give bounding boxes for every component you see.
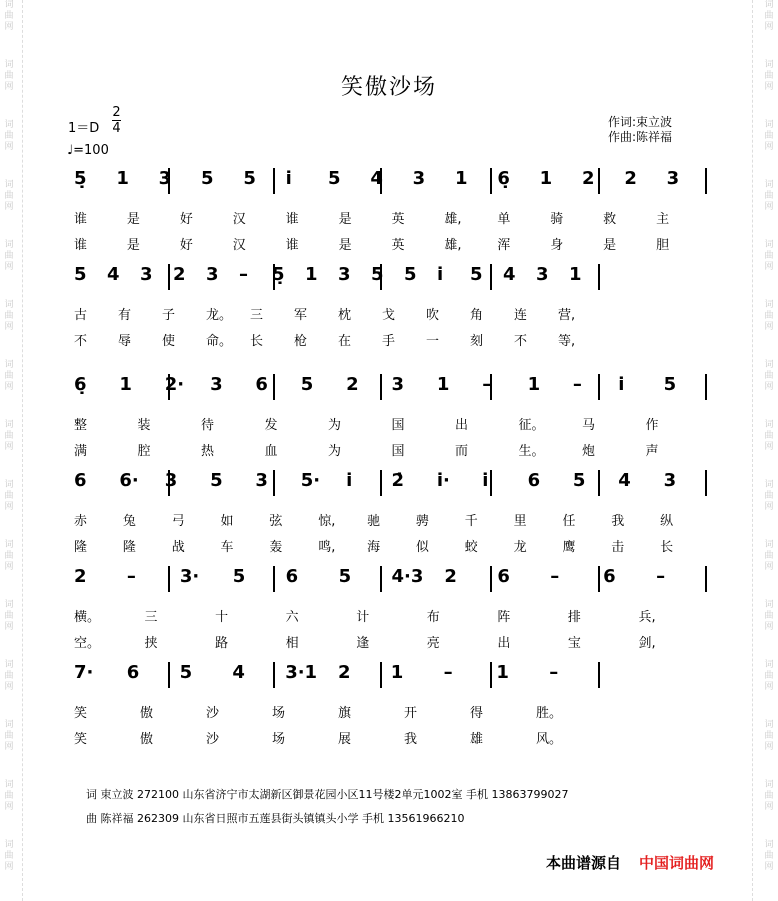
note: – — [549, 662, 559, 683]
barline — [598, 374, 600, 400]
source-brand: 中国词曲网 — [639, 854, 715, 872]
lyric-syllable: 英 — [391, 212, 405, 227]
barline — [273, 662, 275, 688]
note: 1 — [116, 168, 129, 189]
lyric-syllable: 如 — [220, 514, 234, 529]
note: 6 — [74, 470, 87, 491]
lyric-syllable: 辱 — [118, 334, 132, 349]
barline — [380, 566, 382, 592]
note: 1 — [390, 662, 404, 683]
note: 5 — [179, 662, 193, 683]
note: 2 — [338, 662, 351, 683]
lyric-syllable: 命。 — [206, 334, 233, 349]
note: 6 — [285, 566, 299, 587]
watermark-mark: 词 曲 网 — [764, 120, 774, 152]
note: 2 — [346, 374, 359, 395]
lyric-syllable: 作 — [645, 418, 659, 433]
lyric-syllable: 弓 — [171, 514, 185, 529]
watermark-mark: 词 曲 网 — [764, 480, 774, 512]
barline — [705, 374, 707, 400]
note: 5̣ — [74, 168, 87, 189]
lyric-syllable: 隆 — [74, 540, 88, 555]
lyric-syllable: 生。 — [518, 444, 545, 459]
lyric-syllable: 得 — [470, 706, 484, 721]
note: 7· — [74, 662, 94, 683]
note: – — [126, 566, 136, 587]
lyric-syllable: 雄 — [470, 732, 484, 747]
lyric-syllable: 谁 — [285, 212, 299, 227]
lyric-syllable: 亮 — [426, 636, 440, 651]
note: i̇ — [285, 168, 292, 189]
lyric-syllable: 赤 — [74, 514, 88, 529]
note: – — [656, 566, 666, 587]
lyric-syllable: 任 — [562, 514, 576, 529]
lyric-syllable: 谁 — [74, 212, 88, 227]
lyricist-credit: 作词:束立波 — [608, 115, 673, 129]
lyric-syllable: 笑 — [74, 732, 88, 747]
lyric-syllable: 阵 — [497, 610, 511, 625]
lyric-syllable: 汉 — [232, 212, 246, 227]
note: 6 — [255, 374, 268, 395]
composer-credit: 作曲:陈祥福 — [608, 130, 673, 144]
lyric-syllable: 长 — [660, 540, 674, 555]
watermark-mark: 词 曲 网 — [764, 360, 774, 392]
watermark-mark: 词 曲 网 — [764, 60, 774, 92]
lyric-syllable: 古 — [74, 308, 88, 323]
lyric-syllable: 龙 — [513, 540, 527, 555]
footer-lyricist-contact: 词 束立波 272100 山东省济宁市太湖新区御景花园小区11号楼2单元1002室 手机 13863799027 — [86, 788, 569, 801]
note: 4 — [370, 168, 383, 189]
lyric-syllable: 开 — [404, 706, 418, 721]
source-note — [546, 852, 714, 873]
watermark-mark: 词 曲 网 — [4, 60, 14, 92]
note: 6 — [497, 566, 510, 587]
footer-composer-contact: 曲 陈祥福 262309 山东省日照市五莲县街头镇镇头小学 手机 13561966210 — [86, 812, 465, 825]
lyric-syllable: 营, — [558, 308, 576, 323]
note: 5 — [404, 264, 417, 285]
lyric-syllable: 整 — [74, 418, 88, 433]
barline — [380, 374, 382, 400]
note: 3·1 — [285, 662, 318, 683]
note: 6 — [126, 662, 140, 683]
note: 2 — [444, 566, 457, 587]
watermark-mark: 词 曲 网 — [764, 660, 774, 692]
lyric-syllable: 雄, — [444, 238, 462, 253]
source-prefix: 本曲谱源自 — [546, 854, 622, 872]
lyric-syllable: 浑 — [497, 238, 511, 253]
lyric-syllable: 六 — [285, 610, 299, 625]
watermark-mark: 词 曲 网 — [764, 720, 774, 752]
time-signature — [112, 105, 121, 136]
note: 3 — [140, 264, 153, 285]
watermark-mark: 词 曲 网 — [764, 300, 774, 332]
lyric-syllable: 炮 — [582, 444, 596, 459]
lyric-syllable: 主 — [656, 212, 670, 227]
note: 2· — [164, 374, 185, 395]
lyric-syllable: 吹 — [426, 308, 440, 323]
lyric-syllable: 车 — [220, 540, 234, 555]
lyric-syllable: 旗 — [338, 706, 352, 721]
lyric-syllable: 傲 — [140, 732, 154, 747]
note: i̇ — [346, 470, 353, 491]
barline — [380, 662, 382, 688]
watermark-right — [762, 0, 776, 901]
lyric-syllable: 在 — [338, 334, 352, 349]
lyric-syllable: 是 — [126, 238, 140, 253]
barline — [490, 566, 492, 592]
note: 2 — [173, 264, 186, 285]
lyric-syllable: 胜。 — [536, 706, 563, 721]
note: 3 — [663, 470, 677, 491]
lyric-syllable: 战 — [171, 540, 185, 555]
watermark-mark: 词 曲 网 — [4, 840, 14, 872]
note: 5 — [300, 374, 314, 395]
barline — [490, 264, 492, 290]
barline — [168, 264, 170, 290]
note: 1 — [455, 168, 468, 189]
lyric-syllable: 发 — [264, 418, 278, 433]
note: 1 — [436, 374, 450, 395]
lyric-syllable: 腔 — [137, 444, 151, 459]
lyric-syllable: 兵, — [638, 610, 656, 625]
watermark-left — [2, 0, 16, 901]
note: 1 — [305, 264, 318, 285]
watermark-mark: 词 曲 网 — [4, 540, 14, 572]
watermark-mark: 词 曲 网 — [4, 300, 14, 332]
lyric-syllable: 逢 — [356, 636, 370, 651]
lyric-syllable: 枕 — [338, 308, 352, 323]
note: i̇ — [618, 374, 625, 395]
lyric-syllable: 计 — [356, 610, 370, 625]
note: – — [550, 566, 560, 587]
watermark-mark: 词 曲 网 — [764, 0, 774, 32]
note: 6 — [527, 470, 541, 491]
lyric-syllable: 胆 — [656, 238, 670, 253]
watermark-mark: 词 曲 网 — [4, 360, 14, 392]
barline — [168, 662, 170, 688]
lyric-syllable: 单 — [497, 212, 511, 227]
note: 5 — [328, 168, 341, 189]
note: 4 — [618, 470, 631, 491]
watermark-mark: 词 曲 网 — [764, 840, 774, 872]
barline — [380, 470, 382, 496]
note: 3 — [206, 264, 219, 285]
lyric-syllable: 等, — [558, 334, 576, 349]
note: – — [572, 374, 582, 395]
lyric-syllable: 千 — [464, 514, 478, 529]
time-bottom: 4 — [112, 121, 121, 136]
lyric-syllable: 好 — [179, 238, 193, 253]
watermark-mark: 词 曲 网 — [4, 720, 14, 752]
lyric-syllable: 戈 — [382, 308, 396, 323]
lyric-syllable: 是 — [338, 238, 352, 253]
note: 3 — [666, 168, 680, 189]
note: 2 — [74, 566, 87, 587]
note: 6 — [603, 566, 616, 587]
note: 2̇ — [391, 470, 405, 491]
barline — [273, 566, 275, 592]
lyric-syllable: 谁 — [285, 238, 299, 253]
note: 5 — [210, 470, 223, 491]
lyric-syllable: 国 — [391, 418, 405, 433]
lyric-syllable: 空。 — [74, 636, 101, 651]
lyric-syllable: 是 — [126, 212, 140, 227]
lyric-syllable: 场 — [272, 732, 286, 747]
note: 3 — [158, 168, 172, 189]
lyric-syllable: 十 — [215, 610, 229, 625]
lyric-syllable: 骋 — [415, 514, 429, 529]
lyric-syllable: 是 — [338, 212, 352, 227]
lyric-syllable: 装 — [137, 418, 151, 433]
watermark-mark: 词 曲 网 — [764, 540, 774, 572]
barline — [273, 374, 275, 400]
lyric-syllable: 里 — [513, 514, 527, 529]
note: 1 — [569, 264, 582, 285]
lyric-syllable: 隆 — [122, 540, 136, 555]
lyric-syllable: 角 — [470, 308, 484, 323]
barline — [705, 168, 707, 194]
lyric-syllable: 汉 — [232, 238, 246, 253]
lyric-syllable: 骑 — [550, 212, 564, 227]
lyric-syllable: 驰 — [367, 514, 381, 529]
lyric-syllable: 军 — [294, 308, 308, 323]
note: 3 — [338, 264, 351, 285]
lyric-syllable: 马 — [582, 418, 596, 433]
watermark-mark: 词 曲 网 — [764, 420, 774, 452]
lyric-syllable: 沙 — [206, 706, 220, 721]
lyric-syllable: 蛟 — [464, 540, 478, 555]
watermark-mark: 词 曲 网 — [764, 180, 774, 212]
lyric-syllable: 兔 — [122, 514, 136, 529]
barline — [273, 168, 275, 194]
lyric-syllable: 鹰 — [562, 540, 576, 555]
lyric-syllable: 三 — [250, 308, 264, 323]
lyric-syllable: 待 — [201, 418, 215, 433]
lyric-syllable: 声 — [645, 444, 659, 459]
note: 1 — [496, 662, 509, 683]
note: i̇ — [482, 470, 489, 491]
lyric-syllable: 场 — [272, 706, 286, 721]
note: 4·3 — [391, 566, 424, 587]
lyric-syllable: 横。 — [74, 610, 101, 625]
note: 5 — [232, 566, 246, 587]
barline — [705, 470, 707, 496]
note: 5̣ — [272, 264, 285, 285]
lyric-syllable: 血 — [264, 444, 278, 459]
lyric-syllable: 挟 — [144, 636, 158, 651]
lyric-syllable: 沙 — [206, 732, 220, 747]
lyric-syllable: 鸣, — [318, 540, 336, 555]
watermark-mark: 词 曲 网 — [764, 240, 774, 272]
lyric-syllable: 击 — [611, 540, 625, 555]
song-title: 笑傲沙场 — [340, 75, 437, 100]
note: 1 — [527, 374, 541, 395]
lyric-syllable: 展 — [338, 732, 352, 747]
lyric-syllable: 而 — [455, 444, 469, 459]
barline — [490, 662, 492, 688]
lyric-syllable: 笑 — [74, 706, 88, 721]
watermark-mark: 词 曲 网 — [764, 600, 774, 632]
note: 5 — [470, 264, 483, 285]
note: – — [443, 662, 453, 683]
barline — [598, 566, 600, 592]
lyric-syllable: 轰 — [269, 540, 283, 555]
barline — [598, 264, 600, 290]
barline — [490, 168, 492, 194]
note: 2 — [624, 168, 637, 189]
lyric-syllable: 宝 — [567, 636, 581, 651]
note: 5 — [572, 470, 586, 491]
watermark-mark: 词 曲 网 — [4, 180, 14, 212]
lyric-syllable: 弦 — [269, 514, 283, 529]
note: 6· — [119, 470, 139, 491]
lyric-syllable: 满 — [74, 444, 88, 459]
watermark-mark: 词 曲 网 — [4, 0, 14, 32]
note: 3 — [536, 264, 549, 285]
note: – — [239, 264, 248, 285]
watermark-mark: 词 曲 网 — [4, 660, 14, 692]
note: 5 — [371, 264, 384, 285]
lyric-syllable: 为 — [328, 444, 342, 459]
note: i̇ — [437, 264, 444, 285]
lyric-syllable: 路 — [215, 636, 229, 651]
lyric-syllable: 一 — [426, 334, 440, 349]
lyric-syllable: 出 — [455, 418, 469, 433]
lyric-syllable: 有 — [118, 308, 132, 323]
lyric-syllable: 热 — [201, 444, 215, 459]
lyric-syllable: 傲 — [140, 706, 154, 721]
note: 4 — [107, 264, 120, 285]
lyric-syllable: 雄, — [444, 212, 462, 227]
lyric-syllable: 谁 — [74, 238, 88, 253]
note: 3 — [164, 470, 178, 491]
note: 3 — [391, 374, 405, 395]
barline — [598, 470, 600, 496]
note: 5 — [74, 264, 87, 285]
note: 6̣ — [74, 374, 87, 395]
tempo-marking: ♩=100 — [67, 143, 109, 158]
lyric-syllable: 出 — [497, 636, 511, 651]
note: 5 — [201, 168, 214, 189]
lyric-syllable: 好 — [179, 212, 193, 227]
lyric-syllable: 征。 — [518, 418, 545, 433]
margin-divider-right — [752, 0, 754, 901]
lyric-syllable: 连 — [514, 308, 528, 323]
margin-divider-left — [22, 0, 24, 901]
note: 4 — [503, 264, 516, 285]
lyric-syllable: 英 — [391, 238, 405, 253]
lyric-syllable: 使 — [162, 334, 176, 349]
lyric-syllable: 似 — [415, 540, 429, 555]
note: 3 — [210, 374, 223, 395]
watermark-mark: 词 曲 网 — [4, 480, 14, 512]
note: 3· — [179, 566, 200, 587]
note: 5 — [663, 374, 677, 395]
note: i̇· — [436, 470, 450, 491]
lyric-syllable: 三 — [144, 610, 158, 625]
note: 1 — [119, 374, 132, 395]
lyric-syllable: 枪 — [294, 334, 308, 349]
note: 3 — [412, 168, 426, 189]
watermark-mark: 词 曲 网 — [4, 240, 14, 272]
lyric-syllable: 救 — [603, 212, 617, 227]
lyric-syllable: 我 — [611, 514, 625, 529]
watermark-mark: 词 曲 网 — [4, 600, 14, 632]
note: 3 — [255, 470, 268, 491]
barline — [705, 566, 707, 592]
watermark-mark: 词 曲 网 — [4, 780, 14, 812]
lyric-syllable: 纵 — [660, 514, 674, 529]
lyric-syllable: 相 — [285, 636, 299, 651]
lyric-syllable: 子 — [162, 308, 176, 323]
key-signature: 1＝D — [68, 121, 100, 136]
barline — [273, 470, 275, 496]
time-top: 2 — [112, 105, 121, 120]
lyric-syllable: 布 — [426, 610, 440, 625]
lyric-syllable: 龙。 — [206, 308, 233, 323]
note: 5 — [243, 168, 256, 189]
note: 4 — [232, 662, 245, 683]
lyric-syllable: 刻 — [470, 334, 484, 349]
lyric-syllable: 不 — [514, 334, 528, 349]
barline — [598, 168, 600, 194]
lyric-syllable: 惊, — [318, 514, 336, 529]
lyric-syllable: 手 — [382, 334, 396, 349]
barline — [598, 662, 600, 688]
lyric-syllable: 排 — [567, 610, 581, 625]
lyric-syllable: 海 — [367, 540, 381, 555]
lyric-syllable: 是 — [603, 238, 617, 253]
lyric-syllable: 为 — [328, 418, 342, 433]
note: 2 — [582, 168, 595, 189]
lyric-syllable: 风。 — [536, 732, 563, 747]
lyric-syllable: 不 — [74, 334, 88, 349]
barline — [168, 566, 170, 592]
lyric-syllable: 身 — [550, 238, 564, 253]
lyric-syllable: 我 — [404, 732, 418, 747]
barline — [490, 470, 492, 496]
watermark-mark: 词 曲 网 — [764, 780, 774, 812]
watermark-mark: 词 曲 网 — [4, 420, 14, 452]
note: 5 — [338, 566, 352, 587]
lyric-syllable: 剑, — [638, 636, 656, 651]
note: 5· — [300, 470, 321, 491]
lyric-syllable: 长 — [250, 334, 264, 349]
note: 1 — [539, 168, 553, 189]
note: 6̣ — [497, 168, 510, 189]
lyric-syllable: 国 — [391, 444, 405, 459]
watermark-mark: 词 曲 网 — [4, 120, 14, 152]
note: – — [482, 374, 492, 395]
credits — [608, 115, 672, 145]
